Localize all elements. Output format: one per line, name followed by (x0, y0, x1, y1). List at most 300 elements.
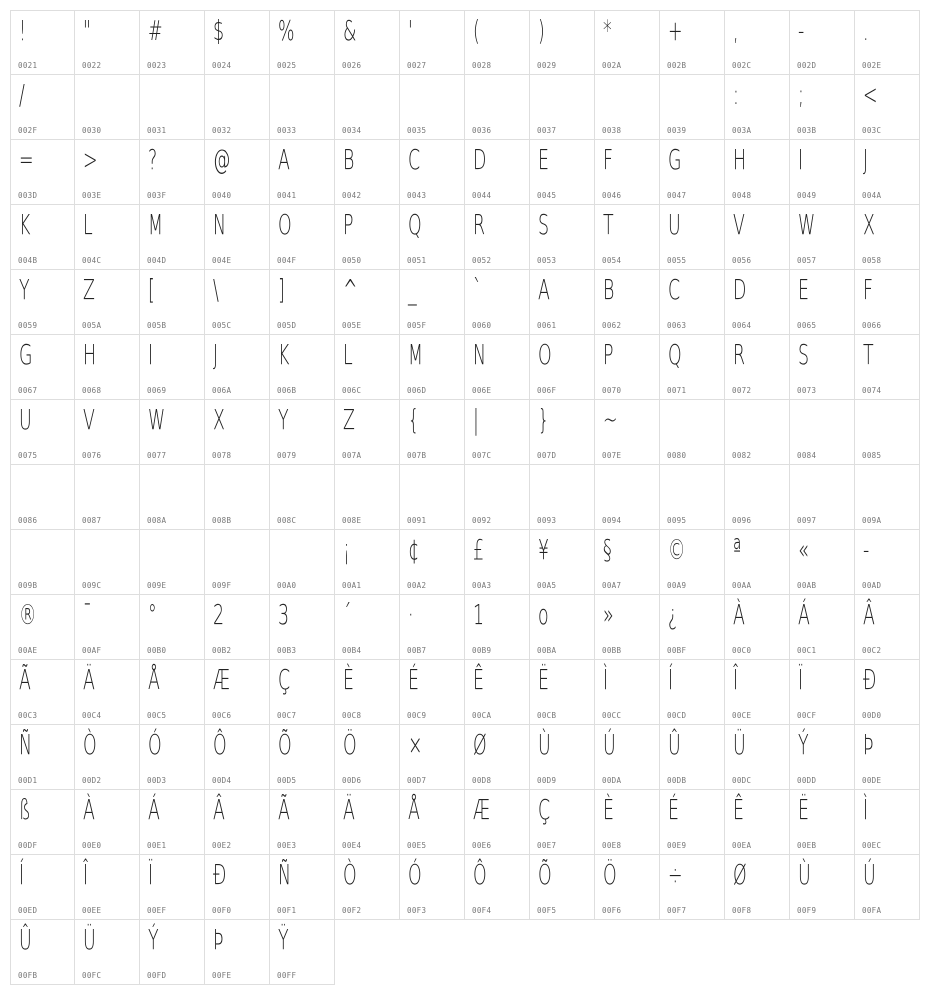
glyph-cell (10, 790, 75, 855)
glyph-codepoint-label: 00BB (602, 645, 622, 655)
glyph-character: ¡ (343, 533, 350, 566)
glyph-cell (465, 335, 530, 400)
glyph-codepoint-label: 002B (667, 60, 687, 70)
glyph-character: Ù (538, 728, 551, 761)
glyph-codepoint-label: 00FD (147, 970, 167, 980)
glyph-cell (400, 75, 465, 140)
glyph-cell (270, 205, 335, 270)
glyph-character: ¯ (83, 598, 92, 631)
glyph-codepoint-label: 0046 (602, 190, 622, 200)
glyph-codepoint-label: 0080 (667, 450, 687, 460)
glyph-cell (10, 855, 75, 920)
glyph-cell (140, 530, 205, 595)
glyph-cell (855, 725, 920, 790)
glyph-codepoint-label: 00D2 (82, 775, 102, 785)
glyph-character: À (83, 793, 95, 826)
glyph-codepoint-label: 0076 (82, 450, 102, 460)
glyph-codepoint-label: 00DA (602, 775, 622, 785)
glyph-character: Ò (83, 728, 97, 761)
glyph-character: Ë (798, 793, 809, 826)
glyph-cell (725, 595, 790, 660)
glyph-codepoint-label: 00AF (82, 645, 102, 655)
glyph-character: + (668, 14, 683, 47)
glyph-character: @ (213, 143, 231, 176)
glyph-character: Ý (148, 923, 159, 956)
glyph-character: Ä (83, 663, 95, 696)
glyph-codepoint-label: 00CB (537, 710, 557, 720)
glyph-cell (725, 660, 790, 725)
glyph-cell (75, 400, 140, 465)
glyph-codepoint-label: 006E (472, 385, 492, 395)
glyph-character: Ø (733, 858, 747, 891)
glyph-codepoint-label: 00FF (277, 970, 297, 980)
glyph-character: Ø (473, 728, 487, 761)
glyph-character: Ã (278, 793, 290, 826)
glyph-cell (400, 335, 465, 400)
glyph-character: S (798, 338, 810, 371)
glyph-cell (140, 725, 205, 790)
glyph-codepoint-label: 0063 (667, 320, 687, 330)
glyph-codepoint-label: 0095 (667, 515, 687, 525)
glyph-cell (270, 530, 335, 595)
glyph-character: ¥ (538, 533, 550, 566)
glyph-character: P (603, 338, 614, 371)
glyph-codepoint-label: 00DB (667, 775, 687, 785)
glyph-cell (725, 400, 790, 465)
glyph-codepoint-label: 00D8 (472, 775, 492, 785)
glyph-character: H (83, 338, 97, 371)
glyph-codepoint-label: 00AB (797, 580, 817, 590)
glyph-codepoint-label: 003C (862, 125, 882, 135)
glyph-codepoint-label: 002C (732, 60, 752, 70)
glyph-codepoint-label: 002E (862, 60, 882, 70)
glyph-codepoint-label: 006B (277, 385, 297, 395)
glyph-character: Â (863, 598, 875, 631)
glyph-codepoint-label: 00C2 (862, 645, 882, 655)
glyph-codepoint-label: 00EB (797, 840, 817, 850)
glyph-codepoint-label: 0078 (212, 450, 232, 460)
glyph-character: J (863, 143, 869, 176)
glyph-codepoint-label: 007D (537, 450, 557, 460)
glyph-character: H (733, 143, 747, 176)
glyph-codepoint-label: 006F (537, 385, 557, 395)
glyph-codepoint-label: 00C3 (18, 710, 38, 720)
glyph-character: ; (798, 78, 804, 111)
glyph-cell (335, 465, 400, 530)
glyph-character: R (733, 338, 746, 371)
glyph-character: ª (733, 533, 742, 566)
glyph-codepoint-label: 006A (212, 385, 232, 395)
glyph-character: ° (148, 598, 157, 631)
glyph-codepoint-label: 00F6 (602, 905, 622, 915)
glyph-character: M (148, 208, 163, 241)
glyph-codepoint-label: 005A (82, 320, 102, 330)
glyph-character: I (798, 143, 804, 176)
glyph-codepoint-label: 004D (147, 255, 167, 265)
glyph-cell (140, 335, 205, 400)
glyph-codepoint-label: 005D (277, 320, 297, 330)
glyph-cell (790, 205, 855, 270)
glyph-cell (855, 75, 920, 140)
glyph-character: $ (213, 14, 225, 47)
glyph-character: Q (668, 338, 682, 371)
glyph-cell (530, 790, 595, 855)
glyph-codepoint-label: 00BA (537, 645, 557, 655)
glyph-cell (660, 400, 725, 465)
glyph-character: ? (148, 143, 158, 176)
glyph-character: Ô (473, 858, 487, 891)
glyph-character: G (668, 143, 682, 176)
glyph-character: , (733, 14, 739, 47)
glyph-character: I (148, 338, 154, 371)
glyph-codepoint-label: 008B (212, 515, 232, 525)
glyph-codepoint-label: 0049 (797, 190, 817, 200)
glyph-cell (530, 270, 595, 335)
glyph-codepoint-label: 00E6 (472, 840, 492, 850)
glyph-codepoint-label: 00CA (472, 710, 492, 720)
glyph-codepoint-label: 00E0 (82, 840, 102, 850)
glyph-character: À (733, 598, 745, 631)
glyph-cell (335, 205, 400, 270)
glyph-codepoint-label: 00A2 (407, 580, 427, 590)
glyph-cell (855, 205, 920, 270)
glyph-codepoint-label: 0084 (797, 450, 817, 460)
glyph-codepoint-label: 00FC (82, 970, 102, 980)
glyph-character: K (19, 208, 31, 241)
glyph-codepoint-label: 0050 (342, 255, 362, 265)
glyph-codepoint-label: 0069 (147, 385, 167, 395)
glyph-character: ( (473, 14, 480, 47)
glyph-character: L (343, 338, 353, 371)
glyph-cell (400, 725, 465, 790)
glyph-cell (335, 335, 400, 400)
glyph-codepoint-label: 0034 (342, 125, 362, 135)
glyph-cell (270, 75, 335, 140)
glyph-codepoint-label: 0058 (862, 255, 882, 265)
glyph-codepoint-label: 00D6 (342, 775, 362, 785)
glyph-codepoint-label: 00FE (212, 970, 232, 980)
glyph-cell (270, 10, 335, 75)
glyph-cell (660, 855, 725, 920)
glyph-codepoint-label: 009C (82, 580, 102, 590)
glyph-cell (790, 530, 855, 595)
glyph-codepoint-label: 0079 (277, 450, 297, 460)
glyph-codepoint-label: 0032 (212, 125, 232, 135)
glyph-codepoint-label: 0024 (212, 60, 232, 70)
glyph-cell (725, 530, 790, 595)
glyph-codepoint-label: 009A (862, 515, 882, 525)
glyph-codepoint-label: 0038 (602, 125, 622, 135)
glyph-cell (595, 270, 660, 335)
glyph-cell (660, 270, 725, 335)
glyph-cell (595, 335, 660, 400)
glyph-cell (400, 595, 465, 660)
glyph-cell (790, 725, 855, 790)
glyph-character: Õ (538, 858, 552, 891)
glyph-codepoint-label: 0047 (667, 190, 687, 200)
glyph-codepoint-label: 00FA (862, 905, 882, 915)
glyph-codepoint-label: 0060 (472, 320, 492, 330)
glyph-cell (270, 465, 335, 530)
glyph-character: 1 (473, 598, 485, 631)
glyph-codepoint-label: 00E2 (212, 840, 232, 850)
glyph-character: X (213, 403, 225, 436)
glyph-codepoint-label: 004A (862, 190, 882, 200)
glyph-codepoint-label: 0072 (732, 385, 752, 395)
glyph-cell (270, 335, 335, 400)
glyph-codepoint-label: 00B2 (212, 645, 232, 655)
glyph-character: A (538, 273, 550, 306)
glyph-cell (530, 335, 595, 400)
glyph-codepoint-label: 00A5 (537, 580, 557, 590)
glyph-cell (335, 790, 400, 855)
glyph-character: ` (473, 273, 482, 306)
glyph-cell (790, 140, 855, 205)
glyph-cell (465, 270, 530, 335)
glyph-character: U (668, 208, 681, 241)
glyph-character: % (278, 14, 295, 47)
glyph-cell (140, 595, 205, 660)
glyph-codepoint-label: 002F (18, 125, 38, 135)
glyph-character: N (473, 338, 486, 371)
glyph-codepoint-label: 00CD (667, 710, 687, 720)
glyph-character: Ï (148, 858, 154, 891)
glyph-codepoint-label: 00D5 (277, 775, 297, 785)
glyph-character: G (19, 338, 33, 371)
glyph-character: . (863, 14, 869, 47)
glyph-character: « (798, 533, 809, 566)
glyph-character: Ù (798, 858, 811, 891)
glyph-cell (75, 725, 140, 790)
glyph-cell (140, 790, 205, 855)
glyph-codepoint-label: 0025 (277, 60, 297, 70)
glyph-character: D (473, 143, 487, 176)
glyph-codepoint-label: 0021 (18, 60, 38, 70)
glyph-cell (660, 660, 725, 725)
glyph-character: X (863, 208, 875, 241)
glyph-codepoint-label: 005C (212, 320, 232, 330)
glyph-codepoint-label: 0097 (797, 515, 817, 525)
glyph-cell (335, 140, 400, 205)
glyph-character: : (733, 78, 739, 111)
glyph-codepoint-label: 00E7 (537, 840, 557, 850)
glyph-codepoint-label: 00C8 (342, 710, 362, 720)
glyph-cell (335, 75, 400, 140)
glyph-codepoint-label: 0085 (862, 450, 882, 460)
glyph-character: Ö (343, 728, 357, 761)
glyph-cell (790, 790, 855, 855)
glyph-cell (205, 400, 270, 465)
glyph-character: Î (83, 858, 89, 891)
glyph-cell (530, 140, 595, 205)
glyph-codepoint-label: 0077 (147, 450, 167, 460)
glyph-character: { (408, 403, 420, 436)
glyph-cell (530, 205, 595, 270)
glyph-codepoint-label: 0039 (667, 125, 687, 135)
glyph-cell (75, 530, 140, 595)
glyph-cell (10, 205, 75, 270)
glyph-codepoint-label: 0028 (472, 60, 492, 70)
glyph-character: Ò (343, 858, 357, 891)
glyph-character: Z (343, 403, 355, 436)
glyph-codepoint-label: 004B (18, 255, 38, 265)
glyph-cell (205, 725, 270, 790)
glyph-cell (725, 140, 790, 205)
glyph-codepoint-label: 0023 (147, 60, 167, 70)
glyph-cell (205, 790, 270, 855)
glyph-character: ' (408, 14, 413, 47)
glyph-cell (595, 140, 660, 205)
glyph-codepoint-label: 004E (212, 255, 232, 265)
glyph-character: Í (668, 663, 674, 696)
glyph-character: Ü (83, 923, 96, 956)
glyph-character: Ý (798, 728, 809, 761)
glyph-cell (140, 855, 205, 920)
glyph-cell (855, 140, 920, 205)
glyph-codepoint-label: 00EA (732, 840, 752, 850)
glyph-character: Æ (473, 793, 490, 826)
glyph-character: Q (408, 208, 422, 241)
glyph-character: C (668, 273, 681, 306)
glyph-cell (660, 205, 725, 270)
glyph-codepoint-label: 008A (147, 515, 167, 525)
glyph-cell (725, 335, 790, 400)
glyph-codepoint-label: 00C4 (82, 710, 102, 720)
glyph-character: # (148, 14, 163, 47)
glyph-codepoint-label: 00F1 (277, 905, 297, 915)
glyph-character: O (538, 338, 552, 371)
glyph-character: Á (798, 598, 810, 631)
glyph-character: } (538, 403, 550, 436)
glyph-cell (205, 595, 270, 660)
glyph-character: U (19, 403, 32, 436)
glyph-cell (725, 10, 790, 75)
glyph-codepoint-label: 008E (342, 515, 362, 525)
glyph-cell (660, 725, 725, 790)
glyph-codepoint-label: 00AD (862, 580, 882, 590)
glyph-codepoint-label: 00EE (82, 905, 102, 915)
glyph-cell (140, 400, 205, 465)
glyph-character: J (213, 338, 219, 371)
glyph-cell (335, 400, 400, 465)
glyph-cell (205, 465, 270, 530)
glyph-cell (335, 595, 400, 660)
glyph-codepoint-label: 00C0 (732, 645, 752, 655)
glyph-character: [ (148, 273, 155, 306)
glyph-cell (660, 140, 725, 205)
glyph-cell (270, 920, 335, 985)
glyph-character: / (19, 78, 25, 111)
glyph-cell (660, 465, 725, 530)
glyph-cell (465, 790, 530, 855)
glyph-cell (10, 335, 75, 400)
glyph-cell (855, 530, 920, 595)
glyph-cell (595, 205, 660, 270)
glyph-character: Z (83, 273, 95, 306)
glyph-codepoint-label: 0027 (407, 60, 427, 70)
glyph-codepoint-label: 00CF (797, 710, 817, 720)
glyph-codepoint-label: 00D3 (147, 775, 167, 785)
glyph-codepoint-label: 00EC (862, 840, 882, 850)
glyph-character: Î (733, 663, 739, 696)
glyph-cell (660, 335, 725, 400)
glyph-codepoint-label: 002D (797, 60, 817, 70)
glyph-cell (595, 400, 660, 465)
glyph-codepoint-label: 00DD (797, 775, 817, 785)
glyph-character: Ã (19, 663, 31, 696)
glyph-character: K (278, 338, 290, 371)
glyph-character: W (798, 208, 816, 241)
glyph-codepoint-label: 0093 (537, 515, 557, 525)
glyph-codepoint-label: 0036 (472, 125, 492, 135)
glyph-cell (140, 75, 205, 140)
glyph-character: R (473, 208, 486, 241)
glyph-character: " (83, 14, 91, 47)
glyph-codepoint-label: 0030 (82, 125, 102, 135)
glyph-codepoint-label: 005E (342, 320, 362, 330)
glyph-character: ß (19, 793, 31, 826)
glyph-codepoint-label: 00DF (18, 840, 38, 850)
glyph-cell (855, 335, 920, 400)
glyph-codepoint-label: 0037 (537, 125, 557, 135)
glyph-character: È (603, 793, 614, 826)
glyph-codepoint-label: 00F5 (537, 905, 557, 915)
glyph-cell (75, 270, 140, 335)
glyph-character: W (148, 403, 166, 436)
glyph-codepoint-label: 00C9 (407, 710, 427, 720)
glyph-character: N (213, 208, 226, 241)
glyph-cell (270, 790, 335, 855)
glyph-cell (465, 10, 530, 75)
glyph-character: Ó (148, 728, 162, 761)
glyph-character: Ð (863, 663, 877, 696)
glyph-character: P (343, 208, 354, 241)
glyph-cell (335, 530, 400, 595)
glyph-codepoint-label: 00AA (732, 580, 752, 590)
glyph-cell (270, 400, 335, 465)
glyph-cell (595, 790, 660, 855)
glyph-character: Ä (343, 793, 355, 826)
glyph-cell (270, 855, 335, 920)
glyph-character: É (408, 663, 419, 696)
glyph-codepoint-label: 00D0 (862, 710, 882, 720)
glyph-cell (270, 660, 335, 725)
glyph-character: L (83, 208, 93, 241)
glyph-codepoint-label: 0056 (732, 255, 752, 265)
glyph-character: B (343, 143, 355, 176)
glyph-character: Å (148, 663, 160, 696)
glyph-character: Þ (213, 923, 224, 956)
glyph-character: T (603, 208, 614, 241)
glyph-codepoint-label: 0068 (82, 385, 102, 395)
glyph-cell (855, 465, 920, 530)
glyph-codepoint-label: 00E1 (147, 840, 167, 850)
glyph-character: = (19, 143, 34, 176)
glyph-cell (660, 10, 725, 75)
glyph-character: F (863, 273, 873, 306)
glyph-character: · (408, 598, 414, 631)
glyph-codepoint-label: 006C (342, 385, 362, 395)
glyph-codepoint-label: 0071 (667, 385, 687, 395)
glyph-cell (335, 10, 400, 75)
glyph-codepoint-label: 0082 (732, 450, 752, 460)
glyph-codepoint-label: 00C7 (277, 710, 297, 720)
glyph-codepoint-label: 0052 (472, 255, 492, 265)
glyph-codepoint-label: 009F (212, 580, 232, 590)
glyph-codepoint-label: 007A (342, 450, 362, 460)
glyph-character: Õ (278, 728, 292, 761)
glyph-cell (725, 75, 790, 140)
